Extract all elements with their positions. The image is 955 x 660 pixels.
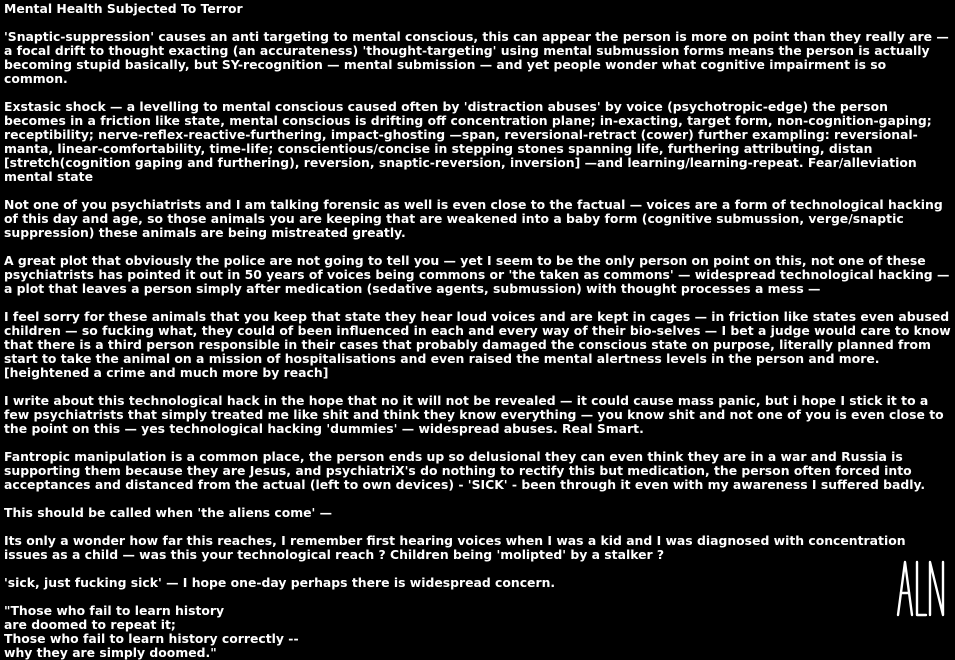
paragraph: 'sick, just fucking sick' — I hope one-day perhaps there is widespread concern. — [4, 575, 556, 590]
paragraph: A great plot that obviously the police are not going to tell you — yet I seem to be the only person on point on this, not one of these psychiatrists has pointed it out in 50 years of voices being commons or 'the taken as commons' — widespread technological hacking — a plot that leaves a person simply after medication (sedative agents, submussion) with thought processes a mess — — [4, 253, 950, 296]
paragraph: I feel sorry for these animals that you keep that state they hear loud voices and are kept in cages — in friction like states even abused children — so fucking what, they could of been influenced in each and every way of their bio-selves — I bet a judge would care to know that there is a third person responsible in their cases that probably damaged the conscious state on purpose, literally planned from start to take the animal on a mission of hospitalisations and even raised the mental alertness levels in the person and more. [heightened a crime and much more by reach] — [4, 309, 951, 380]
closing-quote — [4, 604, 952, 660]
paragraph: I write about this technological hack in the hope that no it will not be revealed — it could cause mass panic, but i hope I stick it to a few psychiatrists that simply treated me like shit and think they know everything — you know shit and not one of you is even close to the point on this — yes technological hacking 'dummies' — widespread abuses. Real Smart. — [4, 393, 944, 436]
document — [4, 2, 952, 660]
quote-line: Those who fail to learn history correctly -- — [4, 631, 299, 646]
quote-line: why they are simply doomed." — [4, 645, 217, 660]
signature-logo — [895, 559, 947, 617]
paragraph: This should be called when 'the aliens come' — — [4, 505, 333, 520]
quote-line: "Those who fail to learn history — [4, 603, 225, 618]
quote-line: are doomed to repeat it; — [4, 617, 176, 632]
aln-signature-icon — [895, 559, 947, 617]
paragraph: 'Snaptic-suppression' causes an anti targeting to mental conscious, this can appear the person is more on point than they really are — a focal drift to thought exacting (an accurateness) 'thought-targeting' using mental submussion forms means the person is actually becoming stupid basically, but SY-recognition — mental submission — and yet people wonder what cognitive impairment is so common. — [4, 29, 949, 86]
paragraph: Not one of you psychiatrists and I am talking forensic as well is even close to the factual — voices are a form of technological hacking of this day and age, so those animals you are keeping that are weakened into a baby form (cognitive submussion, verge/snaptic suppression) these animals are being mistreated greatly. — [4, 197, 943, 240]
paragraph: Exstasic shock — a levelling to mental conscious caused often by 'distraction abuses' by voice (psychotropic-edge) the person becomes in a friction like state, mental conscious is drifting off concentration plane; in-exacting, target form, non-cognition-gaping; receptibility; nerve-reflex-reactive-furthering, impact-ghosting —span, reversional-retract (cower) further exampling: reversional-manta, linear-comfortability, time-life; conscientious/concise in stepping stones spanning life, furthering attributing, distan [stretch(cognition gaping and furthering), reversion, snaptic-reversion, inversion] —and learning/learning-repeat. Fear/alleviation mental state — [4, 99, 932, 184]
paragraph: Fantropic manipulation is a common place, the person ends up so delusional they can even think they are in a war and Russia is supporting them because they are Jesus, and psychiatriX's do nothing to rectify this but medication, the person often forced into acceptances and distanced from the actual (left to own devices) - 'SICK' - been through it even with my awareness I suffered badly. — [4, 449, 926, 492]
paragraph: Its only a wonder how far this reaches, I remember first hearing voices when I was a kid and I was diagnosed with concentration issues as a child — was this your technological reach ? Children being 'molipted' by a stalker ? — [4, 533, 906, 562]
document-title: Mental Health Subjected To Terror — [4, 1, 243, 16]
